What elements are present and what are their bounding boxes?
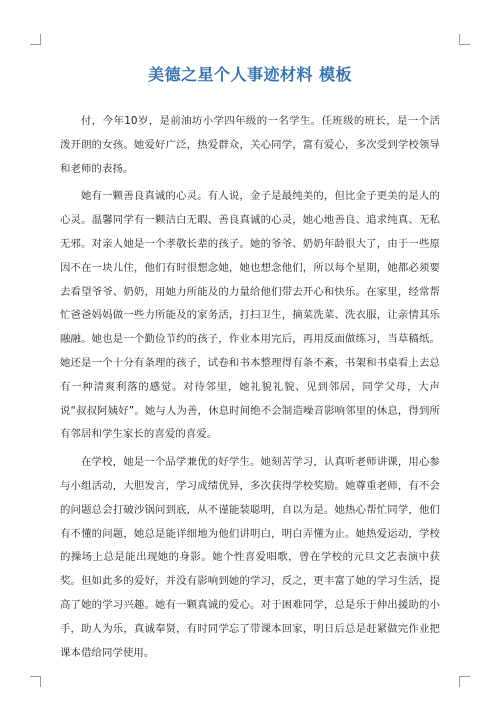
crop-mark-top-right [459,34,470,45]
crop-mark-bottom-right [459,676,470,687]
paragraph-kind-heart: 她有一颗善良真诚的心灵。有人说，金子是最纯美的，但比金子更美的是人的心灵。温馨同学有一颗洁白无暇、善良真诚的心灵，她心地善良、追求纯真、无私无邪。对亲人她是一个孝敬长辈的孩子。她的爷爷、奶奶年龄很大了，由于一些原因不在一块儿住，他们有时很想念她，她也想念他们，所以每个星期，她都必须要去看望爷爷、奶奶，用她力所能及的力量给他们带去开心和快乐。在家里，经常帮忙爸爸妈妈做一些力所能及的家务活，打扫卫生，摘菜洗菜、洗衣服，让亲情其乐融融。她也是一个勤俭节约的孩子，作业本用完后，再用反面做练习，当草稿纸。她还是一个十分有条理的孩子，试卷和书本整理得有条不紊，书架和书桌看上去总有一种清爽利落的感觉。对待邻里，她礼貌礼貌、见到邻居，同学父母，大声说“叔叔阿姨好”。她与人为善，休息时间绝不会制造噪音影响邻里的休息，得到所有邻居和学生家长的喜爱的喜爱。 [60,190,440,441]
crop-mark-bottom-left [30,676,41,687]
crop-mark-top-left [30,34,41,45]
paragraph-school: 在学校，她是一个品学兼优的好学生。她刻苦学习，认真听老师讲课，用心参与小组活动，大胆发言，学习成绩优异，多次获得学校奖励。她尊重老师，有不会的问题总会打破沙锅问到底，从不谨能装聪明，自以为是。她热心帮忙同学，他们有不懂的问题，她总是能详细地为他们讲明白，明白弄懂为止。她热爱运动，学校的操场上总是能出现她的身影。她个性喜爱唱歌，曾在学校的元旦文艺表演中获奖。但如此多的爱好，并没有影响到她的学习，反之，更丰富了她的学习生活，提高了她的学习兴趣。她有一颗真诚的爱心。对于困难同学，总是乐于伸出援助的小手，助人为乐，真诚奉贤，有时同学忘了带课本回家，明日后总是赶紧做完作业把课本借给同学使用。 [60,456,440,659]
document-title: 美德之星个人事迹材料 模板 [147,65,353,84]
document-body [60,110,440,669]
paragraph-intro: 付，今年10岁，是前油坊小学四年级的一名学生。任班级的班长，是一个活泼开朗的女孩。她爱好广泛，热爱群众，关心同学，富有爱心，多次受到学校领导和老师的表扬。 [60,115,440,175]
